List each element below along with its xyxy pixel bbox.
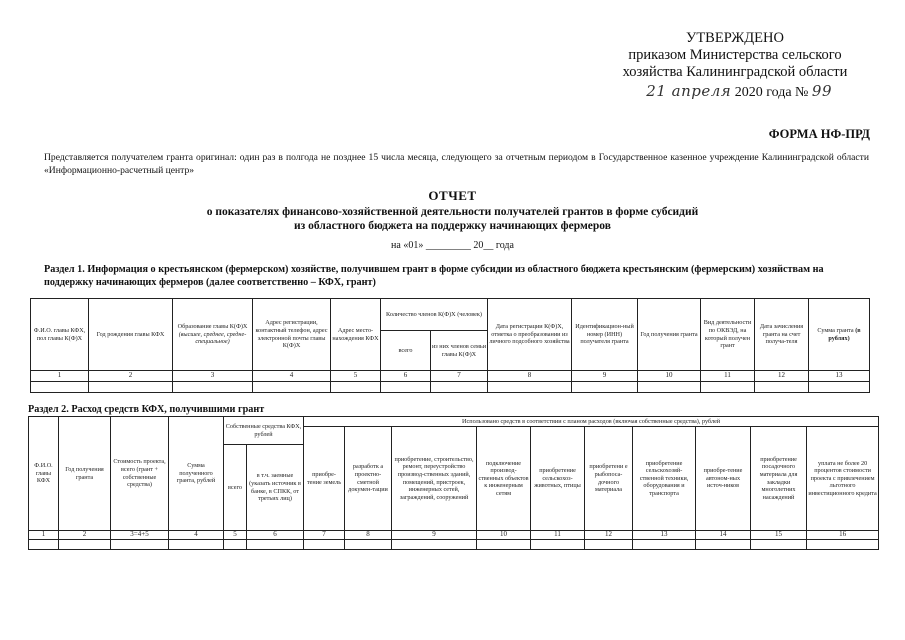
s1-number-row: [31, 371, 870, 382]
report-subtitle-line2: из областного бюджета на поддержку начинающих фермеров: [294, 220, 611, 232]
s1-header-grant-sum-label: Сумма гранта: [817, 326, 854, 334]
table-cell: [31, 382, 89, 393]
s2-header-credit: уплата не более 20 процентов стоимости проекта с привлечением льготного инвестиционного кредита: [807, 427, 879, 531]
section2-table: [28, 416, 879, 550]
s1-col-number: 10: [638, 371, 701, 382]
s2-col-number: 15: [751, 531, 807, 540]
s1-col-number: 8: [488, 371, 572, 382]
table-cell: [809, 382, 870, 393]
s2-col-number: 14: [696, 531, 751, 540]
s2-header-fish: приобретени е рыбопоса-дочного материала: [585, 427, 633, 531]
table-cell: [392, 540, 477, 550]
table-cell: [381, 382, 431, 393]
s1-col-number: 7: [431, 371, 488, 382]
s2-header-own-total: всего: [224, 445, 247, 531]
s1-col-number: 4: [253, 371, 331, 382]
s2-col-number: 9: [392, 531, 477, 540]
approval-date-line: [600, 83, 870, 101]
table-cell: [173, 382, 253, 393]
s2-col-number: 12: [585, 531, 633, 540]
table-cell: [696, 540, 751, 550]
s2-col-number: 16: [807, 531, 879, 540]
table-cell: [89, 382, 173, 393]
table-cell: [755, 382, 809, 393]
section1-heading: Раздел 1. Информация о крестьянском (фермерском) хозяйстве, получившем грант в форме субсидии из областного бюджета крестьянским (фермерским) хозяйствам на поддержку начинающих фермеров (далее соответственно – КФХ, грант): [44, 264, 824, 288]
s1-col-number: 12: [755, 371, 809, 382]
table-cell: [304, 540, 345, 550]
s1-header-education-note: (высшее, среднее, средне-специальное): [178, 330, 247, 346]
handwritten-day: 21 апреля: [646, 82, 732, 100]
s1-col-number: 13: [809, 371, 870, 382]
s1-header-registration: Дата регистрации К(Ф)Х, отметка о преобразовании из личного подсобного хозяйства: [488, 299, 572, 371]
s1-header-members-family: из них членов семьи главы К(Ф)Х: [431, 331, 488, 371]
s2-col-number: 11: [531, 531, 585, 540]
s2-col-number: 5: [224, 531, 247, 540]
table-cell: [585, 540, 633, 550]
approval-year: 2020 года №: [734, 85, 809, 100]
section2-heading: Раздел 2. Расход средств КФХ, получившими грант: [28, 404, 265, 415]
s1-header-members-total: всего: [381, 331, 431, 371]
s1-col-number: 3: [173, 371, 253, 382]
table-cell: [531, 540, 585, 550]
s2-header-design: разработк а проектно-сметной докумен-тации: [345, 427, 392, 531]
s1-header-members-group: Количество членов К(Ф)Х (человек): [381, 299, 488, 331]
s2-col-number: 1: [29, 531, 59, 540]
s1-header-credit-date: Дата зачисления гранта на счет получа-теля: [755, 299, 809, 371]
s2-col-number: 8: [345, 531, 392, 540]
table-cell: [638, 382, 701, 393]
s2-header-project-cost: Стоимость проекта, всего (грант + собственные средства): [111, 417, 169, 531]
table-cell: [224, 540, 247, 550]
s1-header-okved: Вид деятельности по ОКВЭД, на который получен грант: [701, 299, 755, 371]
table-cell: [701, 382, 755, 393]
s1-data-row: [31, 382, 870, 393]
table-cell: [477, 540, 531, 550]
s2-col-number: 6: [247, 531, 304, 540]
s2-header-planting: приобретение посадочного материала для закладки многолетних насаждений: [751, 427, 807, 531]
approval-order-line: приказом Министерства сельского: [628, 47, 842, 63]
table-cell: [345, 540, 392, 550]
table-cell: [751, 540, 807, 550]
approval-block: [600, 30, 870, 101]
intro-text: Представляется получателем гранта оригинал: один раз в полгода не позднее 15 числа месяца, следующего за отчетным периодом в Государственное казенное учреждение Калининградской области «Информационно-расчетный центр»: [44, 152, 869, 176]
s2-header-used-funds-group: Использовано средств в соответствии с планом расходов (включая собственные средства), рублей: [304, 417, 879, 427]
table-cell: [807, 540, 879, 550]
s1-header-education-label: Образование главы К(Ф)Х: [177, 323, 248, 331]
s1-header-address: Адрес регистрации, контактный телефон, адрес электронной почты главы К(Ф)Х: [253, 299, 331, 371]
approval-title: УТВЕРЖДЕНО: [686, 30, 784, 46]
s2-header-connection: подключение производ-ственных объектов к инженерным сетям: [477, 427, 531, 531]
table-cell: [169, 540, 224, 550]
s1-header-grant-sum: [809, 299, 870, 371]
table-cell: [488, 382, 572, 393]
table-cell: [633, 540, 696, 550]
table-cell: [59, 540, 111, 550]
s1-col-number: 2: [89, 371, 173, 382]
s2-header-own-funds-group: Собственные средства КФХ, рублей: [224, 417, 304, 445]
s2-col-number: 10: [477, 531, 531, 540]
report-date-line: на «01» _________ 20__ года: [391, 240, 514, 251]
table-cell: [29, 540, 59, 550]
s1-col-number: 1: [31, 371, 89, 382]
approval-ministry-line: хозяйства Калининградской области: [622, 64, 848, 80]
s1-col-number: 11: [701, 371, 755, 382]
s1-header-fio: Ф.И.О. главы КФХ, пол главы К(Ф)Х: [31, 299, 89, 371]
s2-col-number: 13: [633, 531, 696, 540]
s1-header-birth-year: Год рождения главы КФХ: [89, 299, 173, 371]
table-cell: [253, 382, 331, 393]
s2-number-row: [29, 531, 879, 540]
s2-col-number: 7: [304, 531, 345, 540]
s2-col-number: 2: [59, 531, 111, 540]
handwritten-number: 99: [811, 82, 832, 100]
s2-header-autonomous: приобре-тение автоном-ных источ-ников: [696, 427, 751, 531]
report-subtitle-line1: о показателях финансово-хозяйственной деятельности получателей грантов в форме субсидий: [206, 206, 699, 218]
report-title: ОТЧЕТ: [428, 188, 477, 203]
s1-header-education: [173, 299, 253, 371]
s1-header-inn: Идентификацион-ный номер (ИНН) получателя гранта: [572, 299, 638, 371]
s2-data-row: [29, 540, 879, 550]
s1-col-number: 9: [572, 371, 638, 382]
s1-header-location: Адрес место-нахождения КФХ: [331, 299, 381, 371]
table-cell: [331, 382, 381, 393]
s1-col-number: 5: [331, 371, 381, 382]
s2-col-number: 4: [169, 531, 224, 540]
s2-header-grant-year: Год получения гранта: [59, 417, 111, 531]
table-cell: [572, 382, 638, 393]
s2-col-number: 3=4+5: [111, 531, 169, 540]
section1-table: [30, 298, 870, 393]
table-cell: [431, 382, 488, 393]
s2-header-animals: приобретение сельскохоз-животных, птицы: [531, 427, 585, 531]
table-cell: [111, 540, 169, 550]
s2-header-land: приобре-тение земель: [304, 427, 345, 531]
report-subtitle: [0, 205, 905, 233]
s1-header-grant-sum-unit: (в рублях): [828, 326, 861, 342]
s2-header-own-loans: в т.ч. заемные (указать источник в банке, в СПКК, от третьих лиц): [247, 445, 304, 531]
s1-col-number: 6: [381, 371, 431, 382]
s2-header-construction: приобретение, строительство, ремонт, переустройство производ-ственных зданий, помещений, пристроек, инженерных сетей, заграждений, сооружений: [392, 427, 477, 531]
s2-header-machinery: приобретение сельскохозяй-ственной техники, оборудования и транспорта: [633, 427, 696, 531]
s2-header-grant-sum: Сумма полученного гранта, рублей: [169, 417, 224, 531]
table-cell: [247, 540, 304, 550]
s1-header-grant-year: Год получения гранта: [638, 299, 701, 371]
s2-header-fio: Ф.И.О. главы КФХ: [29, 417, 59, 531]
form-code: ФОРМА НФ-ПРД: [768, 127, 870, 141]
